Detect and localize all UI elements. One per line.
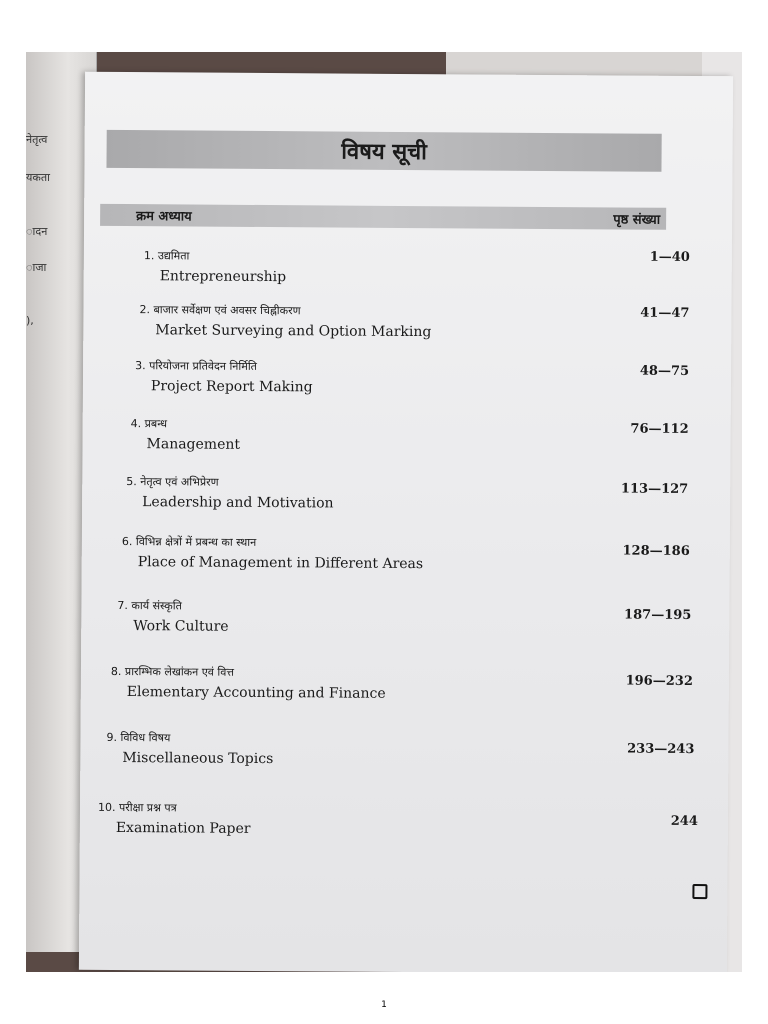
footer-page-number: 1: [381, 1000, 387, 1010]
left-fragment: ),: [26, 314, 34, 327]
entry-english-title: Project Report Making: [150, 378, 313, 396]
chapter-column-header: क्रम अध्याय: [136, 209, 192, 225]
entry-pages: 48—75: [639, 363, 690, 379]
entry-pages: 76—112: [630, 421, 689, 437]
entry-pages: 187—195: [624, 607, 692, 623]
toc-entry: [122, 534, 424, 572]
entry-hindi-title: विविध विषय: [120, 731, 171, 745]
entry-number: 7.: [117, 598, 128, 613]
entry-english-title: Work Culture: [133, 618, 229, 635]
page-title: विषय सूची: [341, 139, 427, 166]
entry-pages: 244: [670, 813, 698, 830]
page-column-header: पृष्ठ संख्या: [613, 212, 661, 228]
entry-english-title: Entrepreneurship: [159, 268, 287, 286]
entry-english-title: Place of Management in Different Areas: [137, 554, 424, 573]
entry-english-title: Leadership and Motivation: [142, 494, 334, 512]
entry-number: 9.: [106, 730, 118, 744]
entry-pages: 233—243: [627, 741, 695, 758]
entry-hindi-title: उद्यमिता: [157, 249, 190, 263]
entry-pages: 41—47: [640, 305, 690, 321]
toc-entry: [106, 730, 273, 767]
entry-hindi-title: परीक्षा प्रश्न पत्र: [118, 801, 177, 815]
left-fragment: ादन: [26, 225, 48, 238]
entry-pages: 1—40: [649, 249, 690, 265]
toc-entry: [126, 474, 334, 511]
left-fragment: यकता: [26, 171, 50, 184]
left-fragment: ाजा: [26, 261, 47, 274]
entry-hindi-title: परियोजना प्रतिवेदन निर्मिति: [149, 359, 258, 373]
entry-number: 2.: [139, 303, 151, 317]
toc-entry: [139, 302, 431, 340]
entry-english-title: Elementary Accounting and Finance: [126, 684, 386, 702]
entry-hindi-title: विभिन्न क्षेत्रों में प्रबन्ध का स्थान: [135, 535, 257, 549]
entry-hindi-title: कार्य संस्कृति: [131, 599, 182, 613]
entry-number: 10.: [97, 800, 116, 814]
title-bar: [106, 130, 661, 172]
entry-pages: 128—186: [622, 543, 690, 559]
toc-entry: [130, 416, 240, 453]
entry-pages: 113—127: [620, 481, 689, 497]
toc-entry: [135, 358, 313, 395]
contents-page: [79, 72, 733, 972]
entry-english-title: Market Surveying and Option Marking: [155, 322, 432, 341]
entry-hindi-title: प्रबन्ध: [144, 417, 168, 431]
toc-entry: [111, 664, 386, 702]
end-square-icon: [692, 884, 707, 899]
toc-entry: [98, 800, 251, 837]
entry-number: 8.: [110, 664, 122, 679]
entry-hindi-title: नेतृत्व एवं अभिप्रेरण: [140, 475, 219, 489]
entry-number: 3.: [135, 359, 146, 373]
table-header: [100, 204, 666, 230]
entry-number: 6.: [121, 535, 133, 549]
toc-entry: [117, 598, 229, 635]
entry-number: 5.: [126, 475, 137, 489]
entry-number: 1.: [143, 249, 155, 263]
toc-entry: [144, 248, 287, 285]
book-photo: [26, 52, 742, 972]
entry-hindi-title: बाजार सर्वेक्षण एवं अवसर चिह्नीकरण: [153, 303, 301, 318]
entry-hindi-title: प्रारम्भिक लेखांकन एवं वित्त: [124, 665, 235, 679]
entry-english-title: Miscellaneous Topics: [122, 750, 274, 768]
entry-number: 4.: [130, 417, 142, 431]
entry-english-title: Examination Paper: [115, 819, 251, 837]
left-fragment: नेतृत्व: [26, 133, 48, 146]
entry-pages: 196—232: [625, 673, 693, 690]
entry-english-title: Management: [146, 436, 241, 453]
